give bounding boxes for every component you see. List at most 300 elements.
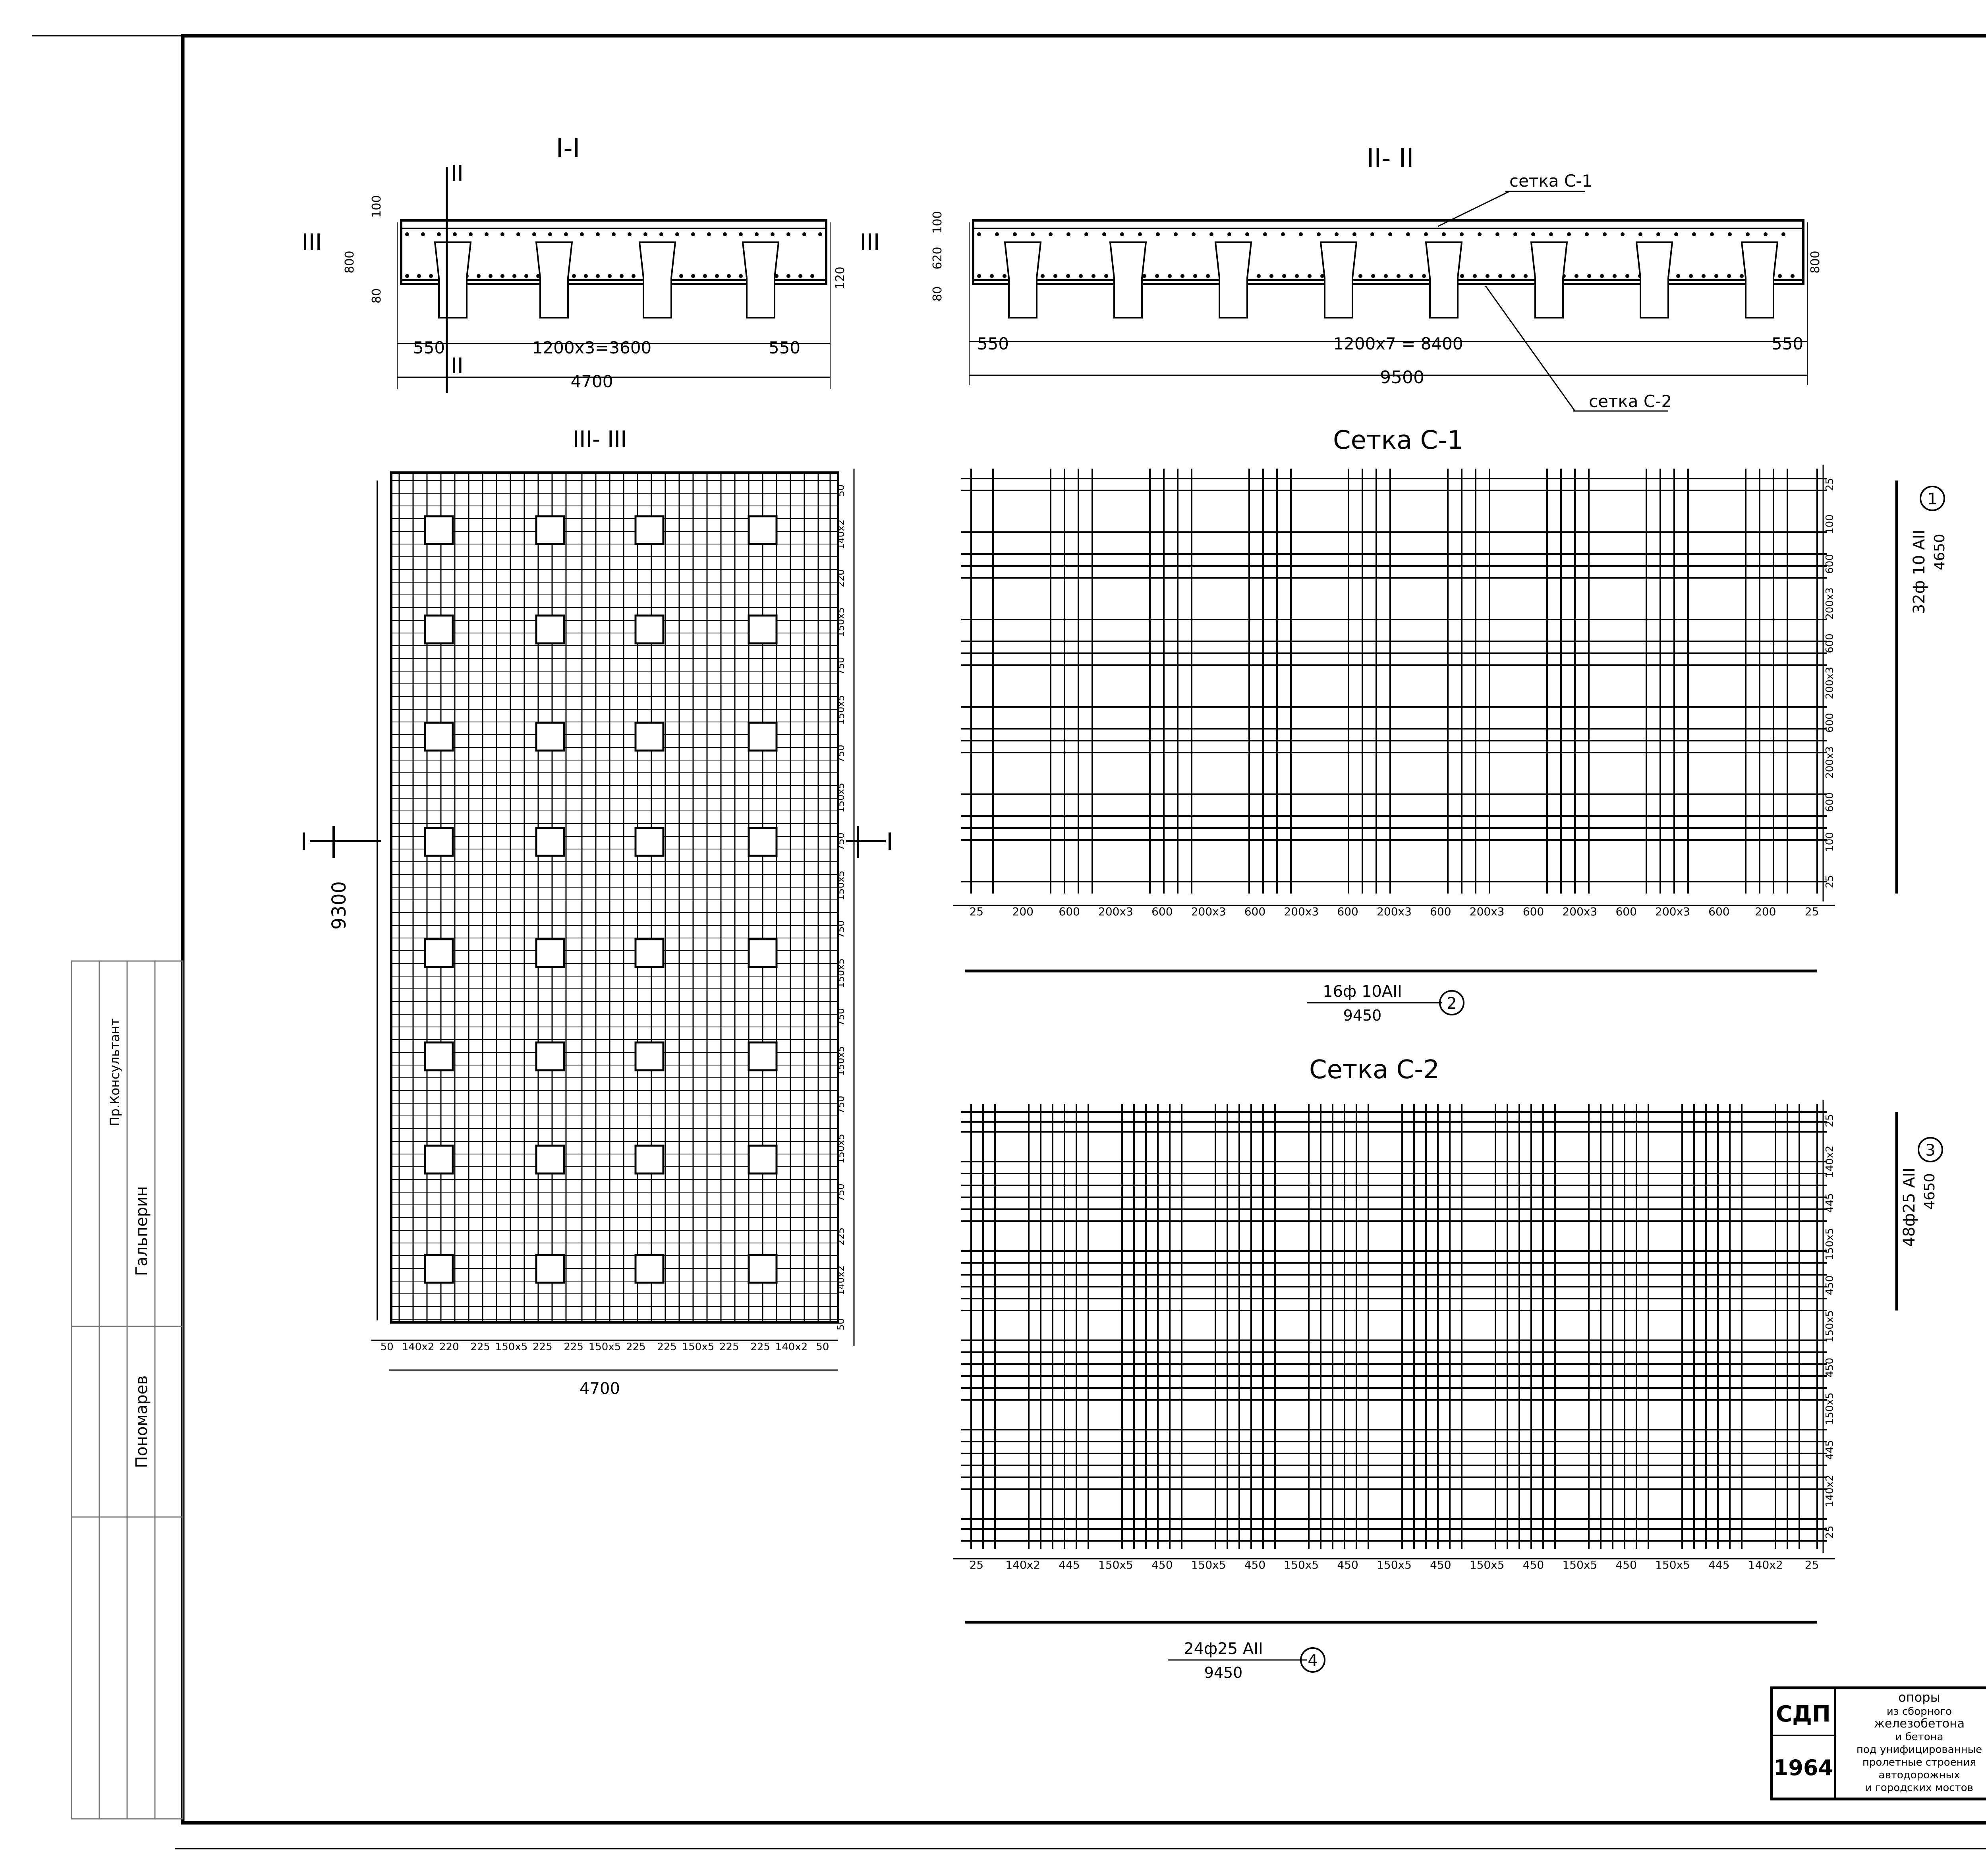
mesh-c2-bottom-dim: 140x2 (1005, 1558, 1041, 1571)
rebar-dot (1585, 232, 1589, 236)
mesh-c2-right-dim: 150x5 (1824, 1228, 1836, 1260)
rebar-dot (1041, 274, 1045, 278)
rebar-dot (1511, 274, 1515, 278)
rebar-dot (675, 232, 679, 236)
section-2-height-2: 620 (931, 247, 945, 270)
plan-right-dim: 150x5 (835, 958, 846, 988)
mesh-c2-bottom-dim: 150x5 (1377, 1558, 1412, 1571)
rebar-dot (1409, 274, 1413, 278)
mesh-c2-right-dims (1823, 1100, 1836, 1553)
rebar-dot (1740, 274, 1744, 278)
mesh-c2-bottom-dim: 150x5 (1562, 1558, 1598, 1571)
rebar-dot (1778, 274, 1782, 278)
stamp-year: 1964 (1773, 1755, 1833, 1780)
pile-square (636, 939, 663, 967)
side-stamp-name: Пр.Консультант (107, 1018, 122, 1126)
mesh-c2-right-dim: 150x5 (1824, 1310, 1836, 1343)
rebar-dot (643, 232, 647, 236)
mesh-c1-bar2-length: 9450 (1343, 1007, 1382, 1024)
section-1-dim-right: 550 (768, 338, 801, 357)
mesh-c1-right-dims (1823, 465, 1836, 901)
mesh-c2-bar4-length: 9450 (1204, 1664, 1243, 1681)
section-2-height-3: 80 (931, 286, 945, 302)
plan-mark-I-right: I (886, 828, 893, 856)
mesh-c1-bottom-dim: 200x3 (1191, 905, 1226, 918)
section-1-dim-total: 4700 (570, 372, 613, 391)
rebar-dot (1656, 232, 1660, 236)
mesh-c1-bar1-mark: 1 (1927, 490, 1938, 508)
stamp-series-line: и бетона (1895, 1731, 1943, 1743)
rebar-dot (977, 232, 981, 236)
section-1-dim-left: 550 (413, 338, 445, 357)
rebar-dot (516, 232, 520, 236)
rebar-dot (1209, 232, 1213, 236)
mesh-c2-bottom-dim: 150x5 (1469, 1558, 1505, 1571)
rebar-dot (469, 232, 473, 236)
title-stamp (1772, 1688, 1986, 1799)
plan-right-dim: 140x2 (835, 519, 846, 550)
rebar-dot (727, 274, 731, 278)
rebar-dot (1358, 274, 1362, 278)
mesh-c1-bottom-dim: 200x3 (1655, 905, 1690, 918)
pile-head (1742, 242, 1777, 318)
mesh-c2-bar3-length: 4650 (1922, 1173, 1938, 1210)
pile-square (749, 616, 777, 643)
plan-bottom-dim: 225 (657, 1341, 677, 1353)
rebar-dot (1689, 274, 1693, 278)
mesh-c1-right-dim: 600 (1824, 713, 1836, 733)
rebar-dot (1295, 274, 1299, 278)
mesh-c1-right-dim: 200x3 (1824, 746, 1836, 779)
mesh-c1-bottom-dims (953, 905, 1835, 918)
pile-square (425, 939, 453, 967)
rebar-dot (703, 274, 707, 278)
mesh-c1-bottom-dim: 200x3 (1377, 905, 1412, 918)
pile-square (636, 516, 663, 544)
rebar-dot (1079, 274, 1083, 278)
rebar-dot (739, 274, 743, 278)
rebar-dot (1727, 274, 1731, 278)
mesh-c1-bottom-dim: 200x3 (1098, 905, 1133, 918)
rebar-dot (715, 274, 719, 278)
mesh-c1-right-dim: 600 (1824, 792, 1836, 812)
pile-square (749, 516, 777, 544)
pile-head (1636, 242, 1672, 318)
rebar-dot (1049, 232, 1053, 236)
mesh-c1-bottom-dim: 25 (969, 905, 984, 918)
rebar-dot (755, 232, 759, 236)
rebar-dot (1138, 232, 1142, 236)
plan-overall-width: 4700 (580, 1380, 620, 1398)
pile-square (536, 939, 564, 967)
rebar-dot (1281, 232, 1285, 236)
section-1-title: I-I (556, 134, 580, 163)
stamp-series-line: автодорожных (1878, 1769, 1960, 1781)
mesh-c1-bottom-dim: 200 (1012, 905, 1034, 918)
mesh-c1-bar2-mark: 2 (1447, 994, 1457, 1013)
plan-bottom-dim: 220 (439, 1341, 459, 1353)
rebar-dot (810, 274, 814, 278)
rebar-dot (1406, 232, 1410, 236)
section-2-height-4: 800 (1808, 251, 1822, 274)
mesh-c2-bottom-dim: 150x5 (1284, 1558, 1319, 1571)
rebar-dot (691, 274, 695, 278)
rebar-dot (489, 274, 493, 278)
rebar-dot (1388, 232, 1392, 236)
rebar-dot (1603, 232, 1607, 236)
rebar-dot (990, 274, 994, 278)
stamp-org: СДП (1776, 1701, 1831, 1727)
plan-right-dim: 750 (835, 1183, 846, 1202)
rebar-dot (1424, 232, 1428, 236)
rebar-dot (1180, 274, 1184, 278)
mesh-c1-right-dim: 25 (1824, 478, 1836, 491)
plan-right-dim: 150x5 (835, 695, 846, 725)
rebar-dot (1120, 232, 1124, 236)
rebar-dot (1192, 232, 1196, 236)
mesh-c2-right-dim: 450 (1824, 1357, 1836, 1378)
mesh-c2-bottom-dim: 150x5 (1655, 1558, 1690, 1571)
rebar-dot (1460, 232, 1464, 236)
stamp-series-line: железобетона (1874, 1717, 1965, 1731)
rebar-dot (1746, 232, 1750, 236)
plan-bottom-dim: 50 (380, 1341, 394, 1353)
mesh-c2-bottom-dim: 150x5 (1191, 1558, 1226, 1571)
mesh-c2-bottom-dim: 450 (1430, 1558, 1451, 1571)
plan-right-dim: 750 (835, 745, 846, 763)
rebar-dot (1674, 232, 1678, 236)
plan-bottom-dim: 225 (750, 1341, 770, 1353)
mesh-c1-bottom-dim: 200x3 (1284, 905, 1319, 918)
rebar-dot (771, 232, 775, 236)
rebar-dot (1066, 274, 1070, 278)
section-2-dim-right: 550 (1771, 334, 1804, 353)
mesh-c1-body (961, 469, 1827, 894)
stamp-series-line: пролетные строения (1862, 1756, 1976, 1768)
rebar-dot (1156, 232, 1160, 236)
rebar-dot (1397, 274, 1401, 278)
rebar-dot (1486, 274, 1490, 278)
rebar-dot (1473, 274, 1477, 278)
rebar-dot (1003, 274, 1007, 278)
section-1-dim-mid: 1200x3=3600 (532, 338, 652, 357)
pile-square (749, 1042, 777, 1070)
plan-right-dim: 750 (835, 657, 846, 676)
rebar-dot (1066, 232, 1070, 236)
rebar-dot (1084, 232, 1088, 236)
section-2-label-mesh1: сетка С-1 (1509, 171, 1593, 191)
rebar-dot (1442, 232, 1446, 236)
mesh-c1-bottom-dim: 600 (1337, 905, 1358, 918)
mesh-c1-bottom-dim: 600 (1244, 905, 1266, 918)
rebar-dot (1299, 232, 1303, 236)
mesh-c1-bottom-dim: 200x3 (1562, 905, 1598, 918)
rebar-dot (1370, 232, 1374, 236)
mesh-c1-right-dim: 600 (1824, 633, 1836, 653)
mesh-c2-bottom-dim: 445 (1059, 1558, 1080, 1571)
rebar-dot (1257, 274, 1261, 278)
rebar-dot (679, 274, 683, 278)
pile-square (536, 1255, 564, 1283)
stamp-series (1857, 1690, 1982, 1794)
rebar-dot (1575, 274, 1578, 278)
mesh-c1-bottom-dim: 200x3 (1469, 905, 1505, 918)
rebar-dot (437, 232, 441, 236)
rebar-dot (1531, 232, 1535, 236)
rebar-dot (1692, 232, 1696, 236)
side-stamp (71, 961, 183, 1819)
section-1-height-4: 120 (833, 266, 847, 290)
plan-bottom-dim: 225 (470, 1341, 490, 1353)
mesh-c1-right-dim: 100 (1824, 514, 1836, 534)
stamp-series-line: опоры (1898, 1690, 1940, 1705)
rebar-dot (1335, 232, 1339, 236)
plan-overall-height: 9300 (328, 881, 350, 930)
pile-square (636, 1042, 663, 1070)
pile-head (1531, 242, 1567, 318)
rebar-dot (1352, 232, 1356, 236)
mesh-c2-bar4-mark: 4 (1308, 1652, 1318, 1670)
pile-square (425, 1146, 453, 1173)
section-2-dim-mid: 1200x7 = 8400 (1333, 334, 1463, 353)
mesh-c2-right-dim: 140x2 (1824, 1145, 1836, 1178)
mesh-c2-right-dim: 140x2 (1824, 1475, 1836, 1507)
rebar-dot (802, 232, 806, 236)
rebar-dot (548, 232, 552, 236)
rebar-dot (1422, 274, 1426, 278)
mesh-c1-bottom-dim: 600 (1522, 905, 1544, 918)
mesh-c2-bar3-mark: 3 (1925, 1141, 1936, 1160)
rebar-dot (596, 232, 600, 236)
pile-square (536, 828, 564, 856)
section-3-3-plan (300, 427, 893, 1398)
plan-bottom-dim: 150x5 (682, 1341, 715, 1353)
pile-head (1426, 242, 1462, 318)
plan-right-dim: 150x5 (835, 783, 846, 813)
mesh-c2-bottom-dim: 450 (1151, 1558, 1173, 1571)
section-1-1 (301, 134, 880, 393)
mesh-c1-bottom-dim: 600 (1708, 905, 1730, 918)
mesh-c2-right-dim: 445 (1824, 1193, 1836, 1213)
rebar-dot (1104, 274, 1108, 278)
mesh-c2-bar3-label: 48ф25 АII (1900, 1168, 1918, 1247)
section-1-mark-II-top: II (451, 161, 464, 186)
plan-bottom-dim: 225 (626, 1341, 646, 1353)
rebar-dot (1174, 232, 1178, 236)
pile-square (749, 828, 777, 856)
mesh-c2-bottom-dim: 450 (1244, 1558, 1266, 1571)
mesh-c2-bottom-dim: 450 (1337, 1558, 1358, 1571)
rebar-dot (405, 274, 409, 278)
pile-head (639, 242, 675, 318)
mesh-c1-bottom-dim: 600 (1059, 905, 1080, 918)
rebar-dot (572, 274, 576, 278)
section-2-dim-left: 550 (977, 334, 1009, 353)
mesh-c2-title: Сетка С-2 (1309, 1055, 1440, 1085)
mesh-c2-right-dim: 25 (1824, 1114, 1836, 1127)
rebar-dot (1269, 274, 1273, 278)
mesh-c2-right-dim: 445 (1824, 1440, 1836, 1460)
rebar-dot (1676, 274, 1680, 278)
mesh-c2-bottom-dim: 25 (969, 1558, 984, 1571)
pile-head (536, 242, 572, 318)
mesh-c1-right-dim: 25 (1824, 875, 1836, 888)
pile-square (536, 1146, 564, 1173)
rebar-dot (1714, 274, 1718, 278)
section-2-dim-total: 9500 (1380, 367, 1424, 388)
rebar-dot (798, 274, 802, 278)
plan-bottom-dim: 140x2 (402, 1341, 435, 1353)
rebar-dot (1728, 232, 1732, 236)
plan-right-dim: 220 (835, 569, 846, 588)
rebar-dot (532, 232, 536, 236)
mesh-c2-bottom-dim: 450 (1615, 1558, 1637, 1571)
plan-bottom-dim: 225 (719, 1341, 739, 1353)
rebar-dot (1155, 274, 1159, 278)
mesh-c1-bottom-dim: 200 (1755, 905, 1776, 918)
rebar-dot (584, 274, 588, 278)
plan-bottom-dim: 225 (533, 1341, 553, 1353)
rebar-dot (1193, 274, 1197, 278)
plan-right-dim: 750 (835, 1008, 846, 1027)
section-2-2 (931, 144, 1822, 411)
rebar-dot (580, 232, 584, 236)
pile-square (536, 1042, 564, 1070)
rebar-dot (512, 274, 516, 278)
plan-right-dim: 750 (835, 1096, 846, 1114)
section-2-body (969, 220, 1807, 385)
rebar-dot (739, 232, 743, 236)
mesh-c2-bottom-dim: 25 (1804, 1558, 1819, 1571)
rebar-dot (1710, 232, 1714, 236)
mesh-c1-bar1-label: 32ф 10 АII (1910, 529, 1928, 614)
rebar-dot (417, 274, 421, 278)
rebar-dot (1245, 232, 1249, 236)
pile-head (1110, 242, 1146, 318)
plan-bottom-dim: 140x2 (775, 1341, 808, 1353)
rebar-dot (453, 232, 457, 236)
section-1-height-2: 800 (343, 251, 357, 274)
rebar-dot (1478, 232, 1482, 236)
mesh-c1-bottom-dim: 600 (1615, 905, 1637, 918)
mesh-c1-bottom-dim: 600 (1430, 905, 1451, 918)
pile-head (743, 242, 779, 318)
rebar-dot (1600, 274, 1604, 278)
section-2-title: II- II (1366, 144, 1414, 173)
rebar-dot (723, 232, 727, 236)
plan-right-dim: 50 (835, 1318, 846, 1331)
pile-head (1215, 242, 1251, 318)
pile-square (536, 723, 564, 751)
rebar-dot (1625, 274, 1629, 278)
side-stamp-name: Гальперин (133, 1186, 151, 1276)
stamp-series-line: под унифицированные (1856, 1744, 1982, 1756)
plan-bottom-dims (371, 1340, 838, 1353)
rebar-dot (1206, 274, 1210, 278)
pile-square (425, 616, 453, 643)
mesh-c2-right-dim: 25 (1824, 1525, 1836, 1539)
section-1-mark-III-right: III (860, 229, 880, 256)
pile-head (1005, 242, 1041, 318)
mesh-c2-body (961, 1104, 1827, 1549)
rebar-dot (1638, 232, 1642, 236)
rebar-dot (628, 232, 632, 236)
pile-square (536, 516, 564, 544)
pile-square (425, 828, 453, 856)
rebar-dot (620, 274, 624, 278)
rebar-dot (1168, 274, 1172, 278)
section-2-label-mesh2: сетка С-2 (1589, 392, 1672, 411)
plan-right-dim: 140x2 (835, 1265, 846, 1295)
mesh-c1-right-dim: 200x3 (1824, 667, 1836, 699)
pile-square (425, 723, 453, 751)
mesh-c1-right-dim: 100 (1824, 832, 1836, 852)
pile-square (636, 723, 663, 751)
pile-square (749, 1255, 777, 1283)
rebar-dot (564, 232, 568, 236)
pile-head (1321, 242, 1356, 318)
plan-right-dim: 50 (835, 484, 846, 497)
plan-bottom-dim: 150x5 (588, 1341, 621, 1353)
rebar-dot (421, 232, 425, 236)
mesh-c2-bottom-dim: 150x5 (1098, 1558, 1133, 1571)
mesh-c2-bottom-dim: 450 (1522, 1558, 1544, 1571)
mesh-c2 (953, 1055, 1942, 1681)
rebar-dot (1102, 232, 1106, 236)
mesh-c2-bar4-label: 24ф25 АII (1184, 1640, 1263, 1658)
rebar-dot (1587, 274, 1591, 278)
stamp-series-line: и городских мостов (1865, 1782, 1973, 1794)
rebar-dot (632, 274, 636, 278)
plan-right-dim: 150x5 (835, 870, 846, 901)
rebar-dot (1308, 274, 1312, 278)
rebar-dot (1384, 274, 1388, 278)
rebar-dot (707, 232, 711, 236)
plan-right-dim: 150x5 (835, 1046, 846, 1076)
rebar-dot (1567, 232, 1571, 236)
plan-bottom-dim: 225 (564, 1341, 583, 1353)
plan-bottom-dim: 150x5 (495, 1341, 528, 1353)
mesh-c2-right-dim: 150x5 (1824, 1392, 1836, 1425)
mesh-c1-bar1-length: 4650 (1932, 534, 1948, 570)
plan-body (310, 473, 886, 1370)
rebar-dot (1513, 232, 1517, 236)
rebar-dot (477, 274, 481, 278)
mesh-c1-bottom-dim: 600 (1151, 905, 1173, 918)
rebar-dot (1764, 232, 1768, 236)
rebar-dot (1791, 274, 1795, 278)
mesh-c2-bottom-dims (953, 1558, 1835, 1571)
rebar-dot (1317, 232, 1321, 236)
mesh-c1-bar2-label: 16ф 10АII (1323, 982, 1402, 1001)
rebar-dot (995, 232, 999, 236)
rebar-dot (1013, 232, 1017, 236)
rebar-dot (596, 274, 600, 278)
pile-square (536, 616, 564, 643)
pile-square (749, 1146, 777, 1173)
rebar-dot (1092, 274, 1095, 278)
mesh-c2-bottom-dim: 140x2 (1748, 1558, 1783, 1571)
mesh-c1-right-dim: 200x3 (1824, 587, 1836, 620)
rebar-dot (818, 232, 822, 236)
pile-square (425, 1255, 453, 1283)
rebar-dot (1495, 232, 1499, 236)
rebar-dot (659, 232, 663, 236)
rebar-dot (1053, 274, 1057, 278)
rebar-dot (1263, 232, 1267, 236)
rebar-dot (1524, 274, 1528, 278)
pile-square (749, 723, 777, 751)
